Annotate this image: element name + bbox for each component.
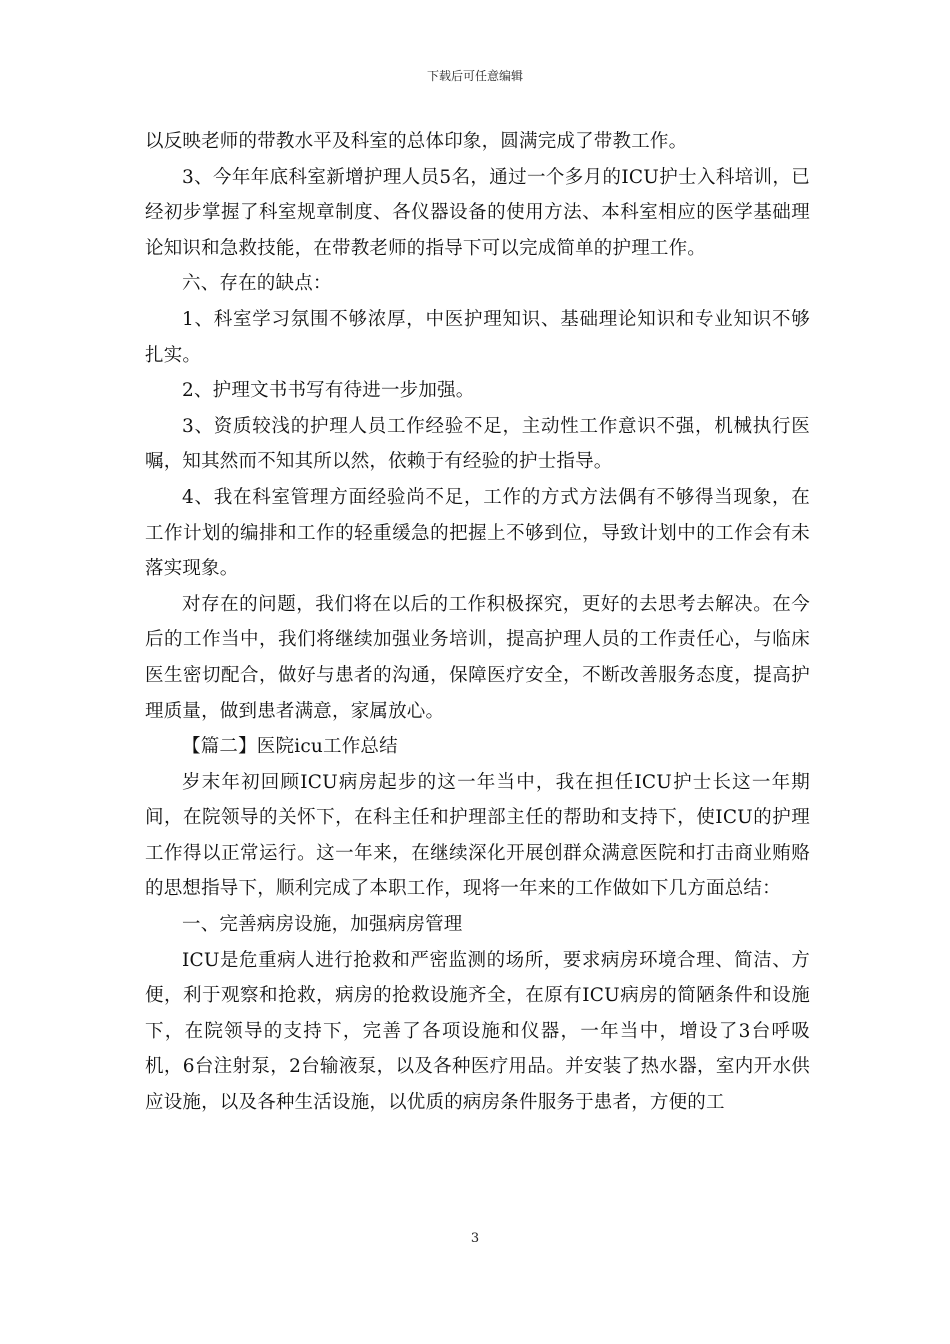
paragraph: ICU是危重病人进行抢救和严密监测的场所，要求病房环境合理、简洁、方便，利于观察和抢救，病房的抢救设施齐全，在原有ICU病房的简陋条件和设施下，在院领导的支持下，完善了各项设施和仪器，一年当中，增设了3台呼吸机，6台注射泵，2台输液泵，以及各种医疗用品。并安装了热水器，室内开水供应设施，以及各种生活设施，以优质的病房条件服务于患者，方便的工	[145, 949, 810, 1114]
paragraph: 岁末年初回顾ICU病房起步的这一年当中，我在担任ICU护士长这一年期间，在院领导的关怀下，在科主任和护理部主任的帮助和支持下，使ICU的护理工作得以正常运行。这一年来，在继续深化开展创群众满意医院和打击商业贿赂的思想指导下，顺利完成了本职工作，现将一年来的工作做如下几方面总结：	[145, 771, 810, 900]
paragraph: 3、今年年底科室新增护理人员5名，通过一个多月的ICU护士入科培训，已经初步掌握了科室规章制度、各仪器设备的使用方法、本科室相应的医学基础理论知识和急救技能，在带教老师的指导下可以完成简单的护理工作。	[145, 166, 810, 259]
paragraph: 以反映老师的带教水平及科室的总体印象，圆满完成了带教工作。	[145, 131, 688, 152]
paragraph: 4、我在科室管理方面经验尚不足，工作的方式方法偶有不够得当现象，在工作计划的编排和工作的轻重缓急的把握上不够到位，导致计划中的工作会有未落实现象。	[145, 486, 810, 580]
paragraph: 3、资质较浅的护理人员工作经验不足，主动性工作意识不强，机械执行医嘱，知其然而不知其所以然，依赖于有经验的护士指导。	[145, 415, 810, 473]
document-body	[145, 124, 810, 1121]
paragraph: 对存在的问题，我们将在以后的工作积极探究，更好的去思考去解决。在今后的工作当中，我们将继续加强业务培训，提高护理人员的工作责任心，与临床医生密切配合，做好与患者的沟通，保障医疗安全，不断改善服务态度，提高护理质量，做到患者满意，家属放心。	[145, 593, 810, 722]
page-number: 3	[470, 1231, 480, 1246]
section-heading: 六、存在的缺点：	[182, 273, 332, 295]
page-header: 下载后可任意编辑	[426, 69, 523, 83]
section-heading: 一、完善病房设施，加强病房管理	[182, 914, 463, 936]
article-title: 【篇二】医院icu工作总结	[182, 736, 398, 758]
paragraph: 1、科室学习氛围不够浓厚，中医护理知识、基础理论知识和专业知识不够扎实。	[145, 308, 810, 366]
paragraph: 2、护理文书书写有待进一步加强。	[182, 380, 475, 402]
